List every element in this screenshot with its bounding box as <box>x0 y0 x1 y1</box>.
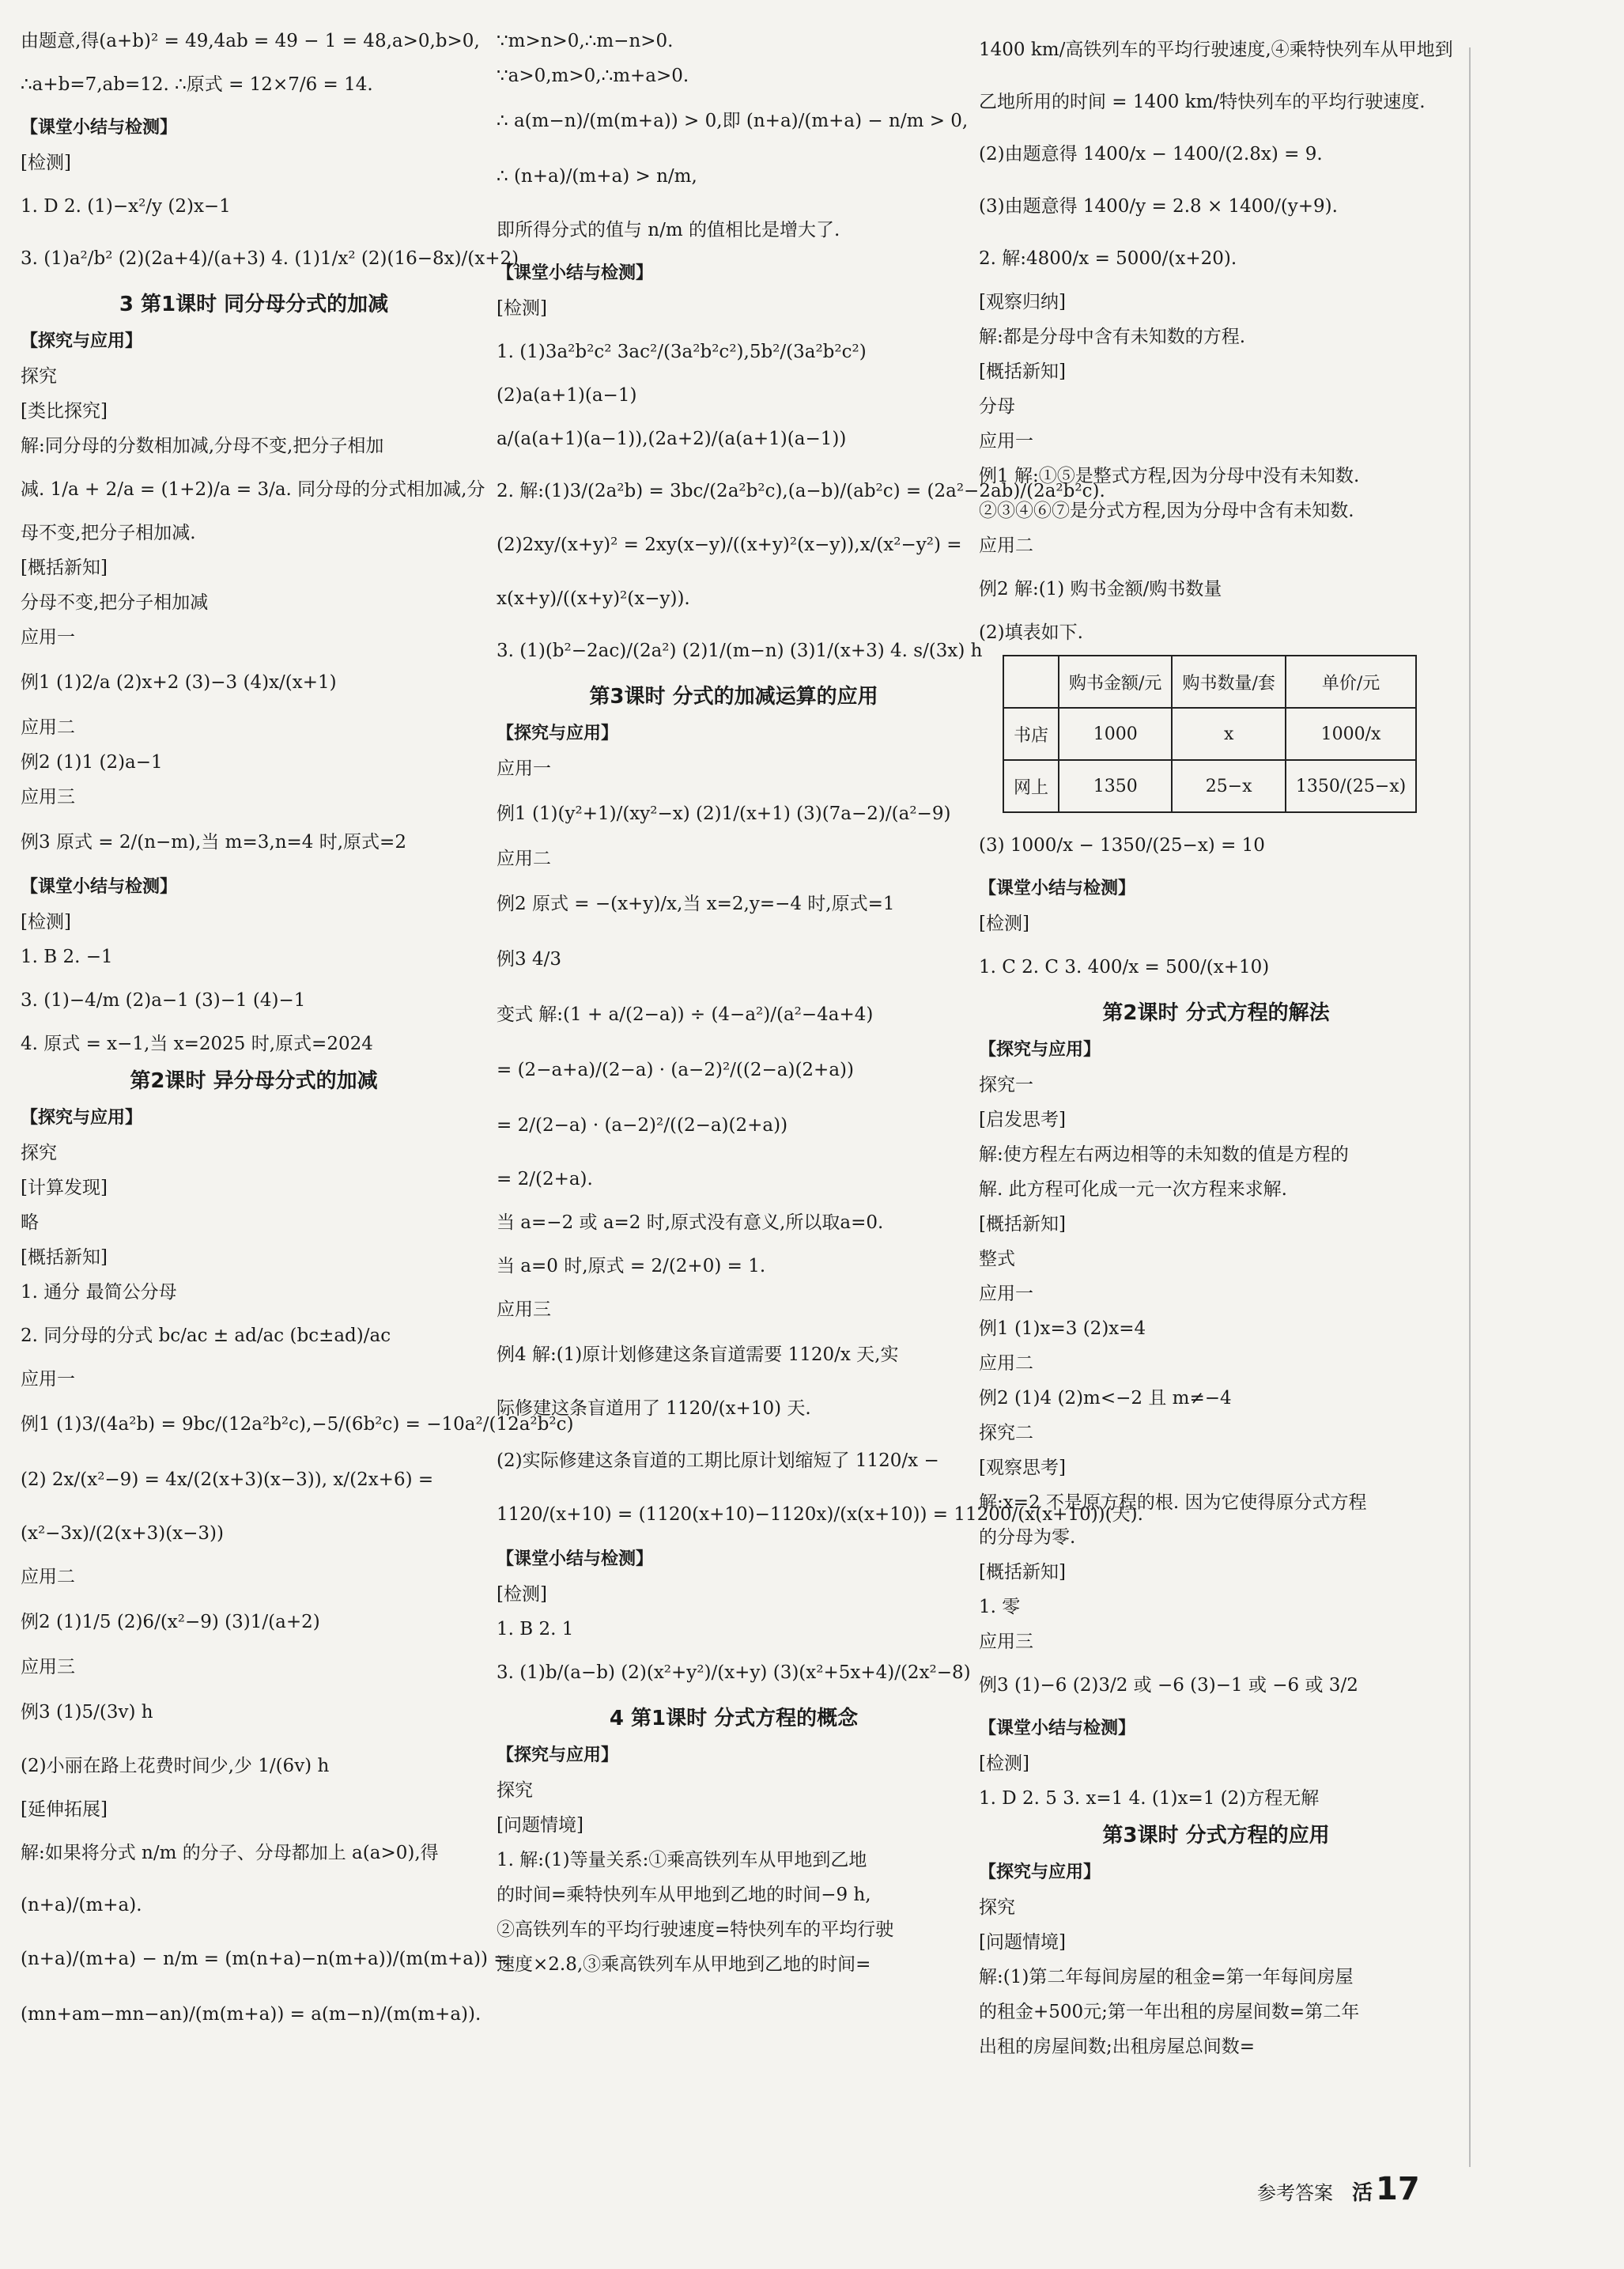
answer-line: 1. C 2. C 3. 400/x = 500/(x+10) <box>979 957 1270 978</box>
answer-line: [检测] <box>497 1584 547 1605</box>
answer-line: 由题意,得(a+b)² = 49,4ab = 49 − 1 = 48,a>0,b>0, <box>21 31 480 51</box>
table-cell: 1350 <box>1059 760 1172 812</box>
answer-line: 速度×2.8,③乘高铁列车从甲地到乙地的时间= <box>497 1954 871 1975</box>
table-cell: 1350/(25−x) <box>1286 760 1416 812</box>
answer-line: 1. B 2. 1 <box>497 1619 574 1639</box>
section-heading: 第2课时 异分母分式的加减 <box>130 1069 378 1093</box>
answer-line: 分母 <box>979 396 1015 417</box>
answer-line: (n+a)/(m+a). <box>21 1895 142 1915</box>
answer-line: (2)2xy/(x+y)² = 2xy(x−y)/((x+y)²(x−y)),x/(x²−y²) = <box>497 535 962 555</box>
answer-line: 应用一 <box>497 758 551 779</box>
answer-line: 3. (1)b/(a−b) (2)(x²+y²)/(x+y) (3)(x²+5x+4)/(2x²−8) <box>497 1662 971 1683</box>
answer-line: [检测] <box>21 912 71 932</box>
answer-line: 1120/(x+10) = (1120(x+10)−1120x)/(x(x+10)) = 11200/(x(x+10))(天). <box>497 1504 1143 1525</box>
answer-line: 探究二 <box>979 1423 1033 1443</box>
answer-line: (2)填表如下. <box>979 622 1083 643</box>
table-cell: 1000/x <box>1286 708 1416 760</box>
scan-edge-line <box>1469 47 1471 2167</box>
purchase-table <box>1003 655 1417 813</box>
table-cell: x <box>1172 708 1285 760</box>
answer-line: a/(a(a+1)(a−1)),(2a+2)/(a(a+1)(a−1)) <box>497 429 847 449</box>
answer-line: [检测] <box>979 1753 1029 1774</box>
answer-line: [检测] <box>21 153 71 173</box>
answer-line: 探究 <box>21 366 57 387</box>
answer-line: ∴ (n+a)/(m+a) > n/m, <box>497 166 697 187</box>
answer-line: 的时间=乘特快列车从甲地到乙地的时间−9 h, <box>497 1885 871 1905</box>
answer-line: 例2 (1)1/5 (2)6/(x²−9) (3)1/(a+2) <box>21 1612 320 1632</box>
table-header-cell: 购书数量/套 <box>1172 656 1285 708</box>
answer-line: 例1 (1)(y²+1)/(xy²−x) (2)1/(x+1) (3)(7a−2)/(a²−9) <box>497 804 951 824</box>
answer-line: 应用二 <box>21 1567 75 1587</box>
block-heading: 【探究与应用】 <box>979 1040 1101 1060</box>
answer-line: [启发思考] <box>979 1110 1066 1130</box>
answer-line: 应用二 <box>21 717 75 738</box>
section-heading: 4 第1课时 分式方程的概念 <box>609 1707 859 1730</box>
answer-line: 解:都是分母中含有未知数的方程. <box>979 327 1246 347</box>
block-heading: 【课堂小结与检测】 <box>497 1549 654 1569</box>
answer-line: 解:(1)第二年每间房屋的租金=第一年每间房屋 <box>979 1967 1354 1987</box>
block-heading: 【探究与应用】 <box>497 1745 619 1765</box>
answer-line: [检测] <box>979 913 1029 934</box>
block-heading: 【课堂小结与检测】 <box>979 1719 1136 1738</box>
answer-line: 4. 原式 = x−1,当 x=2025 时,原式=2024 <box>21 1034 373 1054</box>
answer-line: ②高铁列车的平均行驶速度=特快列车的平均行驶 <box>497 1919 894 1940</box>
answer-line: 的租金+500元;第一年出租的房屋间数=第二年 <box>979 2002 1360 2022</box>
answer-line: 解:同分母的分数相加减,分母不变,把分子相加 <box>21 436 384 456</box>
footer-label: 参考答案 <box>1257 2182 1333 2204</box>
answer-line: ②③④⑥⑦是分式方程,因为分母中含有未知数. <box>979 501 1354 521</box>
answer-line: 应用一 <box>979 431 1033 452</box>
answer-line: 当 a=−2 或 a=2 时,原式没有意义,所以取a=0. <box>497 1212 884 1233</box>
answer-line: 3. (1)a²/b² (2)(2a+4)/(a+3) 4. (1)1/x² (2)(16−8x)/(x+2) <box>21 248 519 269</box>
column-right-bottom <box>979 819 1453 2064</box>
answer-line: 应用一 <box>21 627 75 648</box>
table-header-cell <box>1003 656 1059 708</box>
block-heading: 【探究与应用】 <box>979 1862 1101 1882</box>
answer-line: 例3 (1)−6 (2)3/2 或 −6 (3)−1 或 −6 或 3/2 <box>979 1675 1358 1696</box>
answer-line: 2. 解:4800/x = 5000/(x+20). <box>979 248 1237 269</box>
answer-line: 减. 1/a + 2/a = (1+2)/a = 3/a. 同分母的分式相加减,分 <box>21 479 485 500</box>
answer-line: 解. 此方程可化成一元一次方程来求解. <box>979 1179 1287 1200</box>
answer-line: 例2 原式 = −(x+y)/x,当 x=2,y=−4 时,原式=1 <box>497 894 895 914</box>
answer-line: 探究一 <box>979 1075 1033 1095</box>
answer-line: 1. B 2. −1 <box>21 947 113 967</box>
answer-line: (3) 1000/x − 1350/(25−x) = 10 <box>979 835 1265 856</box>
answer-line: 应用三 <box>497 1299 551 1320</box>
answer-line: 例2 (1)4 (2)m<−2 且 m≠−4 <box>979 1388 1232 1409</box>
table-row <box>1003 760 1416 812</box>
answer-line: 略 <box>21 1212 39 1233</box>
answer-line: ∵m>n>0,∴m−n>0. <box>497 31 674 51</box>
answer-line: 例1 (1)2/a (2)x+2 (3)−3 (4)x/(x+1) <box>21 672 337 693</box>
answer-line: 1. 通分 最简公分母 <box>21 1282 177 1303</box>
answer-line: 例2 解:(1) 购书金额/购书数量 <box>979 579 1222 599</box>
footer-series-mark: 活 <box>1352 2181 1373 2205</box>
answer-line: 1. 零 <box>979 1597 1021 1617</box>
answer-line: x(x+y)/((x+y)²(x−y)). <box>497 588 690 609</box>
answer-line: (2) 2x/(x²−9) = 4x/(2(x+3)(x−3)), x/(2x+6) = <box>21 1469 434 1490</box>
answer-line: 应用一 <box>979 1284 1033 1304</box>
answer-line: 例3 原式 = 2/(n−m),当 m=3,n=4 时,原式=2 <box>21 832 406 853</box>
answer-line: 2. 解:(1)3/(2a²b) = 3bc/(2a²b²c),(a−b)/(ab²c) = (2a²−2ab)/(2a²b²c). <box>497 481 1105 501</box>
answer-line: (2)a(a+1)(a−1) <box>497 385 637 406</box>
answer-line: 应用二 <box>979 1353 1033 1374</box>
answer-line: 1. D 2. 5 3. x=1 4. (1)x=1 (2)方程无解 <box>979 1788 1320 1809</box>
block-heading: 【课堂小结与检测】 <box>21 118 178 138</box>
answer-line: 解:x=2 不是原方程的根. 因为它使得原分式方程 <box>979 1492 1367 1513</box>
answer-line: ∴a+b=7,ab=12. ∴原式 = 12×7/6 = 14. <box>21 74 373 95</box>
answer-line: 即所得分式的值与 n/m 的值相比是增大了. <box>497 220 840 240</box>
answer-line: 应用三 <box>21 787 75 807</box>
answer-line: 当 a=0 时,原式 = 2/(2+0) = 1. <box>497 1256 766 1276</box>
block-heading: 【探究与应用】 <box>21 331 143 351</box>
column-right-top <box>979 24 1453 650</box>
answer-line: 3. (1)(b²−2ac)/(2a²) (2)1/(m−n) (3)1/(x+3) 4. s/(3x) h <box>497 641 983 661</box>
answer-line: 母不变,把分子相加减. <box>21 523 196 543</box>
answer-line: [问题情境] <box>979 1932 1066 1953</box>
answer-line: 2. 同分母的分式 bc/ac ± ad/ac (bc±ad)/ac <box>21 1325 391 1346</box>
answer-line: 1. D 2. (1)−x²/y (2)x−1 <box>21 196 231 217</box>
answer-line: (2)由题意得 1400/x − 1400/(2.8x) = 9. <box>979 144 1323 165</box>
answer-line: [问题情境] <box>497 1815 584 1836</box>
answer-line: [延伸拓展] <box>21 1799 108 1820</box>
answer-line: 例3 4/3 <box>497 949 561 970</box>
answer-line: [概括新知] <box>979 1214 1066 1235</box>
answer-line: = 2/(2−a) · (a−2)²/((2−a)(2+a)) <box>497 1115 788 1136</box>
section-heading: 第3课时 分式的加减运算的应用 <box>589 685 878 709</box>
answer-line: [概括新知] <box>979 361 1066 382</box>
answer-line: 应用二 <box>497 849 551 869</box>
page-number: 17 <box>1376 2171 1420 2207</box>
answer-line: 探究 <box>979 1897 1015 1918</box>
section-heading: 3 第1课时 同分母分式的加减 <box>119 293 389 316</box>
table-cell: 1000 <box>1059 708 1172 760</box>
answer-line: 分母不变,把分子相加减 <box>21 592 209 613</box>
answer-line: (3)由题意得 1400/y = 2.8 × 1400/(y+9). <box>979 196 1338 217</box>
answer-line: [概括新知] <box>21 558 108 578</box>
answer-line: 1. 解:(1)等量关系:①乘高铁列车从甲地到乙地 <box>497 1850 867 1870</box>
table-header-cell: 单价/元 <box>1286 656 1416 708</box>
block-heading: 【课堂小结与检测】 <box>497 263 654 283</box>
answer-line: 例2 (1)1 (2)a−1 <box>21 752 163 773</box>
section-heading: 第2课时 分式方程的解法 <box>1102 1001 1330 1025</box>
answer-line: 变式 解:(1 + a/(2−a)) ÷ (4−a²)/(a²−4a+4) <box>497 1004 874 1025</box>
answer-line: = (2−a+a)/(2−a) · (a−2)²/((2−a)(2+a)) <box>497 1060 854 1080</box>
answer-line: 应用二 <box>979 535 1033 556</box>
block-heading: 【课堂小结与检测】 <box>21 877 178 897</box>
answer-line: 乙地所用的时间 = 1400 km/特快列车的平均行驶速度. <box>979 92 1426 112</box>
answer-line: [类比探究] <box>21 401 108 422</box>
answer-line: 整式 <box>979 1249 1015 1269</box>
answer-line: 际修建这条盲道用了 1120/(x+10) 天. <box>497 1398 811 1419</box>
table-cell: 网上 <box>1003 760 1059 812</box>
table-header-row <box>1003 656 1416 708</box>
answer-line: 应用一 <box>21 1369 75 1390</box>
answer-line: [概括新知] <box>979 1562 1066 1583</box>
column-right <box>979 24 1453 2064</box>
answer-line: [检测] <box>497 298 547 319</box>
answer-line: 1400 km/高铁列车的平均行驶速度,④乘特快列车从甲地到 <box>979 40 1453 60</box>
answer-line: 出租的房屋间数;出租房屋总间数= <box>979 2036 1256 2057</box>
answer-line: ∵a>0,m>0,∴m+a>0. <box>497 66 689 86</box>
answer-line: (2)小丽在路上花费时间少,少 1/(6v) h <box>21 1756 330 1776</box>
answer-line: ∴ a(m−n)/(m(m+a)) > 0,即 (n+a)/(m+a) − n/m > 0, <box>497 111 969 131</box>
answer-line: 1. (1)3a²b²c² 3ac²/(3a²b²c²),5b²/(3a²b²c²) <box>497 342 867 362</box>
answer-line: [观察归纳] <box>979 292 1066 312</box>
answer-line: (x²−3x)/(2(x+3)(x−3)) <box>21 1523 224 1544</box>
answer-line: 3. (1)−4/m (2)a−1 (3)−1 (4)−1 <box>21 990 306 1011</box>
answer-line: 探究 <box>497 1780 533 1801</box>
block-heading: 【课堂小结与检测】 <box>979 879 1136 898</box>
answer-line: 例4 解:(1)原计划修建这条盲道需要 1120/x 天,实 <box>497 1344 899 1365</box>
section-heading: 第3课时 分式方程的应用 <box>1102 1824 1330 1847</box>
answer-line: 应用三 <box>979 1632 1033 1652</box>
answer-line: 应用三 <box>21 1657 75 1677</box>
page-footer <box>1257 2171 1420 2207</box>
block-heading: 【探究与应用】 <box>497 724 619 743</box>
table-row <box>1003 708 1416 760</box>
table-cell: 书店 <box>1003 708 1059 760</box>
answer-line: (mn+am−mn−an)/(m(m+a)) = a(m−n)/(m(m+a)). <box>21 2004 482 2025</box>
answer-line: = 2/(2+a). <box>497 1169 593 1189</box>
answer-line: 例1 (1)x=3 (2)x=4 <box>979 1318 1146 1339</box>
answer-line: [观察思考] <box>979 1458 1066 1478</box>
answer-line: 解:使方程左右两边相等的未知数的值是方程的 <box>979 1144 1349 1165</box>
answer-line: 例3 (1)5/(3v) h <box>21 1702 153 1723</box>
table-cell: 25−x <box>1172 760 1285 812</box>
answer-line: 探究 <box>21 1143 57 1163</box>
answer-line: [计算发现] <box>21 1178 108 1198</box>
answer-line: 例1 解:①⑤是整式方程,因为分母中没有未知数. <box>979 466 1360 486</box>
answer-line: 的分母为零. <box>979 1527 1076 1548</box>
answer-line: (2)实际修建这条盲道的工期比原计划缩短了 1120/x − <box>497 1450 939 1471</box>
table-header-cell: 购书金额/元 <box>1059 656 1172 708</box>
block-heading: 【探究与应用】 <box>21 1108 143 1128</box>
answer-line: (n+a)/(m+a) − n/m = (m(n+a)−n(m+a))/(m(m+a)) = <box>21 1949 509 1969</box>
answer-line: 解:如果将分式 n/m 的分子、分母都加上 a(a>0),得 <box>21 1843 439 1863</box>
answer-line: [概括新知] <box>21 1247 108 1268</box>
answer-line: 例1 (1)3/(4a²b) = 9bc/(12a²b²c),−5/(6b²c) = −10a²/(12a²b²c) <box>21 1414 574 1435</box>
